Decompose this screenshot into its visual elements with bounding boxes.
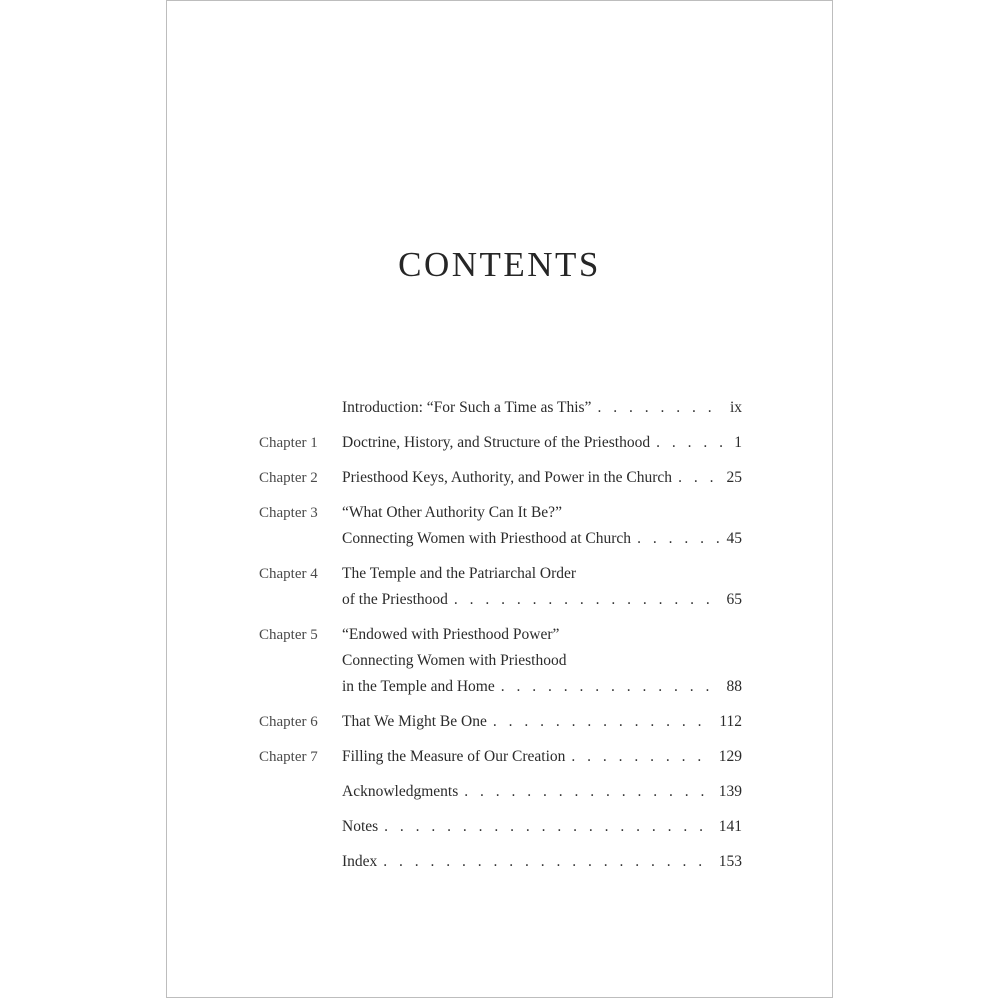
page-number: 141 — [718, 818, 742, 835]
dot-leader — [383, 849, 712, 875]
page-number: 1 — [734, 434, 742, 451]
toc-entry — [259, 744, 742, 770]
dot-leader — [501, 674, 721, 700]
entry-title-line: Index — [342, 853, 378, 870]
page-number: ix — [729, 399, 742, 416]
entry-title-line: The Temple and the Patriarchal Order — [342, 565, 577, 582]
entry-title-line: Acknowledgments — [342, 783, 459, 800]
entry-last-line — [342, 465, 742, 491]
chapter-label: Chapter 4 — [259, 566, 318, 582]
entry-last-line — [342, 526, 742, 552]
entry-body — [342, 465, 742, 491]
page-number: 153 — [718, 853, 742, 870]
page-number: 65 — [726, 591, 742, 608]
entry-body — [342, 814, 742, 840]
entry-body — [342, 561, 742, 613]
entry-title-line: “Endowed with Priesthood Power” — [342, 626, 560, 643]
dot-leader — [656, 430, 728, 456]
entry-last-line — [342, 709, 742, 735]
toc-entry — [259, 430, 742, 456]
entry-body — [342, 500, 742, 552]
dot-leader — [493, 709, 713, 735]
toc-entry — [259, 779, 742, 805]
entry-body — [342, 779, 742, 805]
toc-entry — [259, 500, 742, 552]
entry-title-line: Priesthood Keys, Authority, and Power in the Church — [342, 469, 673, 486]
page-number: 139 — [718, 783, 742, 800]
dot-leader — [637, 526, 720, 552]
entry-title-line: in the Temple and Home — [342, 678, 495, 695]
entry-title-line: Connecting Women with Priesthood at Church — [342, 530, 632, 547]
entry-title-line: Filling the Measure of Our Creation — [342, 748, 566, 765]
entry-last-line — [342, 674, 742, 700]
entry-last-line — [342, 430, 742, 456]
entry-title-line: Notes — [342, 818, 379, 835]
entry-title-line: “What Other Authority Can It Be?” — [342, 504, 562, 521]
dot-leader — [384, 814, 713, 840]
toc-entry — [259, 561, 742, 613]
chapter-label: Chapter 6 — [259, 714, 318, 730]
entry-title-line: of the Priesthood — [342, 591, 448, 608]
entry-title-line: Introduction: “For Such a Time as This” — [342, 399, 592, 416]
page-number: 112 — [719, 713, 742, 730]
dot-leader — [454, 587, 721, 613]
entry-last-line — [342, 744, 742, 770]
chapter-label: Chapter 3 — [259, 505, 318, 521]
entry-body — [342, 849, 742, 875]
contents-title: CONTENTS — [398, 245, 601, 284]
entry-last-line — [342, 849, 742, 875]
dot-leader — [597, 395, 724, 421]
dot-leader — [571, 744, 712, 770]
entry-last-line — [342, 779, 742, 805]
toc-entry — [259, 709, 742, 735]
entry-title-line: That We Might Be One — [342, 713, 487, 730]
entry-body — [342, 622, 742, 700]
chapter-label: Chapter 1 — [259, 435, 318, 451]
dot-leader — [464, 779, 713, 805]
book-page — [166, 0, 833, 998]
toc-entry — [259, 622, 742, 700]
entry-body — [342, 395, 742, 421]
toc-entry — [259, 395, 742, 421]
entry-body — [342, 709, 742, 735]
entry-last-line — [342, 395, 742, 421]
entry-last-line — [342, 587, 742, 613]
entry-title-line: Doctrine, History, and Structure of the Priesthood — [342, 434, 651, 451]
toc-entry — [259, 465, 742, 491]
page-number: 45 — [726, 530, 742, 547]
entry-body — [342, 430, 742, 456]
chapter-label: Chapter 2 — [259, 470, 318, 486]
page-number: 25 — [726, 469, 742, 486]
chapter-label: Chapter 5 — [259, 627, 318, 643]
dot-leader — [678, 465, 720, 491]
table-of-contents — [259, 395, 742, 884]
chapter-label: Chapter 7 — [259, 749, 318, 765]
page-number: 129 — [718, 748, 742, 765]
toc-entry — [259, 814, 742, 840]
entry-body — [342, 744, 742, 770]
toc-entry — [259, 849, 742, 875]
entry-title-line: Connecting Women with Priesthood — [342, 652, 567, 669]
page-number: 88 — [726, 678, 742, 695]
entry-last-line — [342, 814, 742, 840]
